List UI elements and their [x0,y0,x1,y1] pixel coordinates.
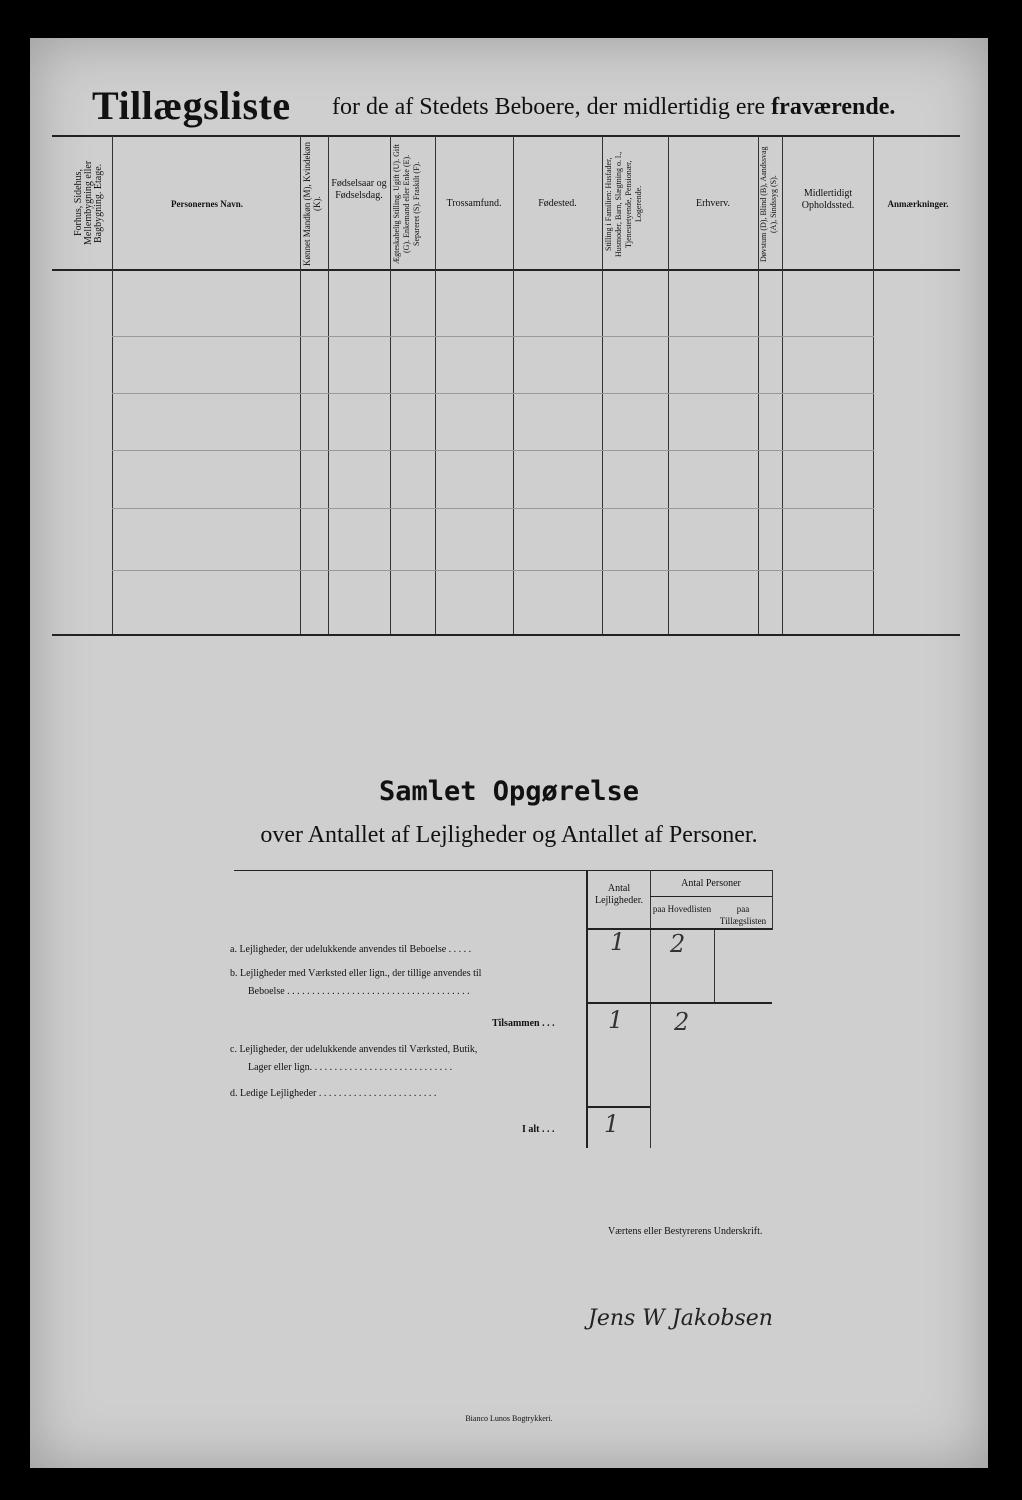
summary-col-persons: Antal Personer [681,878,741,889]
col-header-marital: Ægteskabelig Stilling. Ugift (U). Gift (G). Enkemand eller Enke (E). Separeret (S). Fraskilt (F). [392,144,421,264]
summary-rule [650,896,772,897]
summary-divider [714,928,715,1002]
value-grand-apartments: 1 [604,1110,620,1138]
col-header-disability: Døvstum (D), Blind (B), Aandssvag (A), Sindssyg (S). [759,146,778,262]
col-divider [328,136,329,634]
header-top-rule [52,135,960,137]
col-divider [873,136,874,634]
summary-row-b-cont: Beboelse . . . . . . . . . . . . . . . . . . . . . . . . . . . . . . . . . . . . . [248,986,470,997]
form-title: Tillægsliste [92,83,291,128]
summary-title: Samlet Opgørelse [378,776,640,807]
col-divider [513,136,514,634]
col-header-family: Stilling i Familien: Husfader, Husmoder, Barn, Slægtning o. l., Tjenestetyende, Pensionær, Logerende. [604,151,643,257]
signature-label: Værtens eller Bestyrerens Underskrift. [608,1226,763,1237]
value-total-apartments: 1 [608,1006,624,1034]
col-header-name: Personernes Navn. [171,199,243,209]
table-bottom-rule [52,634,960,636]
value-a-main: 2 [670,930,686,958]
summary-top-rule [234,870,772,871]
census-form-page [30,38,988,1468]
col-header-floor: Forhus, Sidehus, Mellembygning eller Bagbygning. Etage. [73,160,104,246]
summary-col-apartments: Antal Lejligheder. [594,883,644,906]
summary-row-a: a. Lejligheder, der udelukkende anvendes til Beboelse . . . . . [230,944,472,955]
header-bottom-rule [52,269,960,271]
col-divider [390,136,391,634]
summary-col-supp: paa Tillægslisten [719,904,767,926]
col-header-birth: Fødselsaar og Fødselsdag. [331,178,387,201]
summary-row-d: d. Ledige Lejligheder . . . . . . . . . . . . . . . . . . . . . . . . [230,1088,437,1099]
printer-imprint: Bianco Lunos Bogtrykkeri. [465,1414,553,1423]
summary-row-c: c. Lejligheder, der udelukkende anvendes til Værksted, Butik, [230,1044,478,1055]
col-header-birthplace: Fødested. [538,198,577,209]
col-divider [300,136,301,634]
col-header-occupation: Erhverv. [695,198,731,209]
col-divider [782,136,783,634]
summary-row-b: b. Lejligheder med Værksted eller lign., der tillige anvendes til [230,968,482,979]
summary-col-main: paa Hovedlisten [652,904,712,914]
value-a-apartments: 1 [610,928,626,956]
row-rule [112,450,874,451]
col-header-remarks: Anmærkninger. [887,199,949,209]
col-divider [112,136,113,634]
col-header-religion: Trossamfund. [446,198,502,209]
col-divider [602,136,603,634]
form-subtitle: for de af Stedets Beboere, der midlertidig ere fraværende. [332,94,896,120]
summary-subtitle: over Antallet af Lejligheder og Antallet af Personer. [260,822,758,848]
row-rule [112,508,874,509]
summary-rule [586,1002,772,1004]
summary-row-c-cont: Lager eller lign. . . . . . . . . . . . . . . . . . . . . . . . . . . . . [248,1062,453,1073]
value-total-main: 2 [674,1008,690,1036]
col-divider [668,136,669,634]
signature: Jens W Jakobsen [588,1306,773,1331]
row-rule [112,336,874,337]
summary-row-grand: I alt . . . [522,1124,555,1135]
summary-row-total: Tilsammen . . . [492,1018,555,1029]
col-divider [435,136,436,634]
form-subtitle-emphasis: fraværende. [771,94,896,120]
summary-divider [772,870,773,930]
summary-rule [586,1106,650,1108]
col-header-stay: Midlertidigt Opholdssted. [801,188,855,211]
row-rule [112,570,874,571]
summary-divider [650,870,651,1148]
col-header-gender: Kønnet Mandkøn (M), Kvindekøn (K). [302,142,322,266]
row-rule [112,393,874,394]
